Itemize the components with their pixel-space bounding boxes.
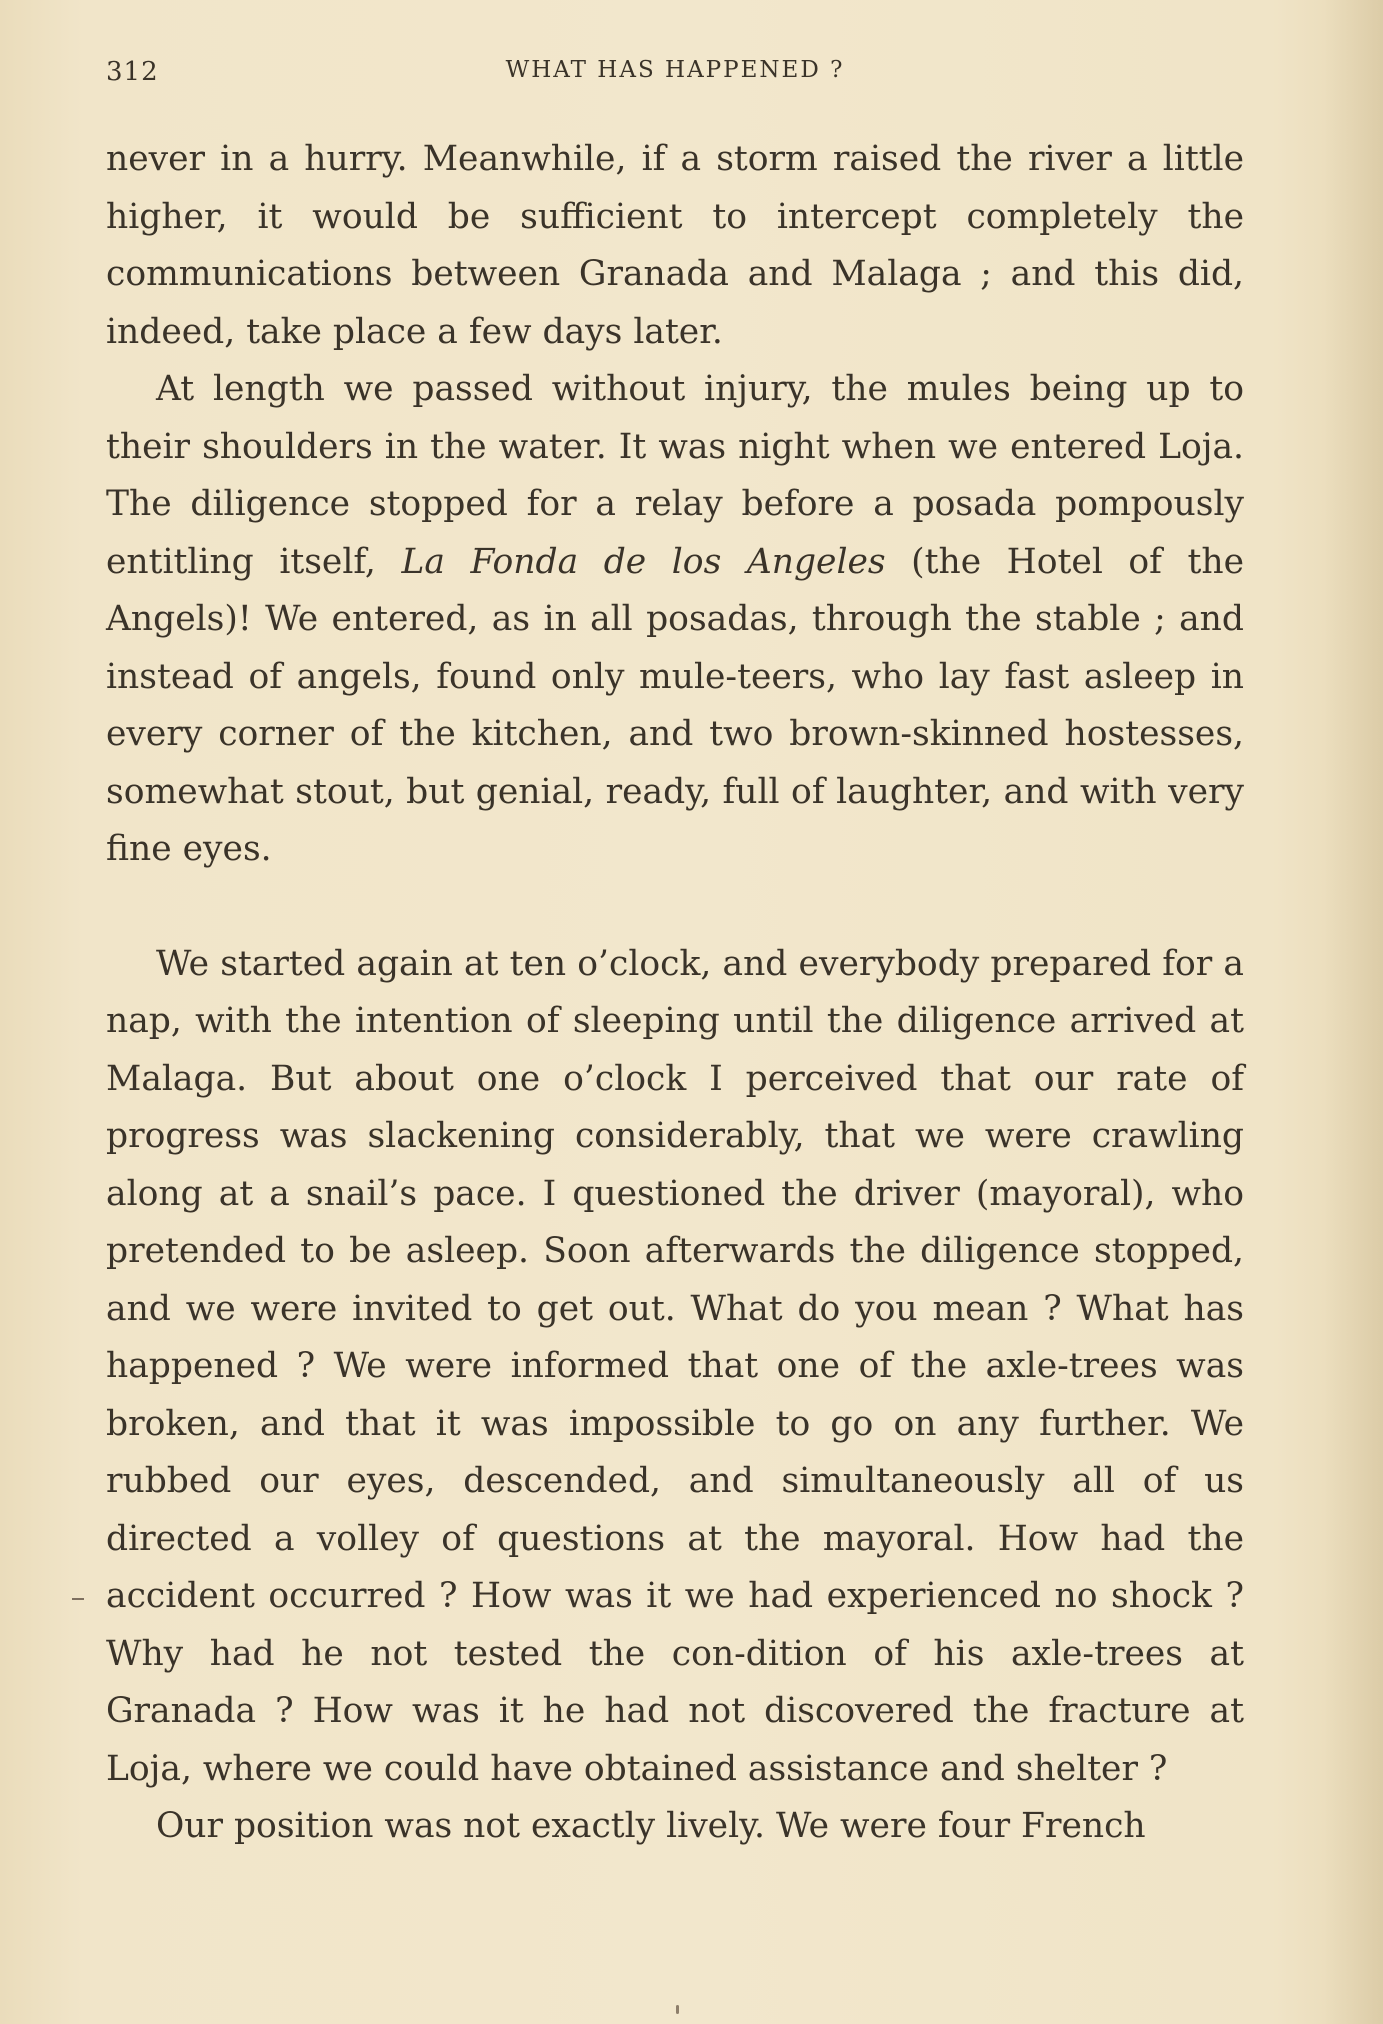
paragraph-loja-text-1: At length we passed without injury, the mules being up to their shoulders in the water. It was night when we entered Loja. The diligence stopped for a relay before a posada pompously entitling itself, (106, 369, 1244, 582)
page-speck (676, 2005, 679, 2014)
paragraph-continued: never in a hurry. Meanwhile, if a storm raised the river a little higher, it would be sufficient to intercept completely the communications between Granada and Malaga ; and this did, indeed, take place a few days later. (106, 139, 1244, 352)
paragraph-position: Our position was not exactly lively. We were four French (156, 1806, 1146, 1846)
paragraph-loja-text-2: (the Hotel of the Angels)! We entered, as in all posadas, through the stable ; and instead of angels, found only mule-teers, who lay fast asleep in every corner of the kitchen, and two brown-skinned hostesses, somewhat stout, but genial, ready, full of laughter, and with very fine eyes. (106, 541, 1245, 869)
main-text (106, 131, 1244, 1856)
page-number: 312 (106, 57, 159, 87)
margin-mark (72, 1598, 84, 1600)
running-title: WHAT HAS HAPPENED ? (505, 57, 845, 83)
inn-name: La Fonda de los Angeles (401, 541, 886, 582)
paragraph-loja (106, 361, 1244, 879)
running-head (106, 57, 1244, 97)
paragraph-diligence: We started again at ten o’clock, and everybody prepared for a nap, with the intention of sleeping until the diligence arrived at Malaga. But about one o’clock I perceived that our rate of progress was slackening considerably, that we were crawling along at a snail’s pace. I questioned the driver (mayoral), who pretended to be asleep. Soon afterwards the diligence stopped, and we were invited to get out. What do you mean ? What has happened ? We were informed that one of the axle-trees was broken, and that it was impossible to go on any further. We rubbed our eyes, descended, and simultaneously all of us directed a volley of questions at the mayoral. How had the accident occurred ? How was it we had experienced no shock ? Why had he not tested the con-dition of his axle-trees at Granada ? How was it he had not discovered the fracture at Loja, where we could have obtained assistance and shelter ? (106, 943, 1244, 1789)
